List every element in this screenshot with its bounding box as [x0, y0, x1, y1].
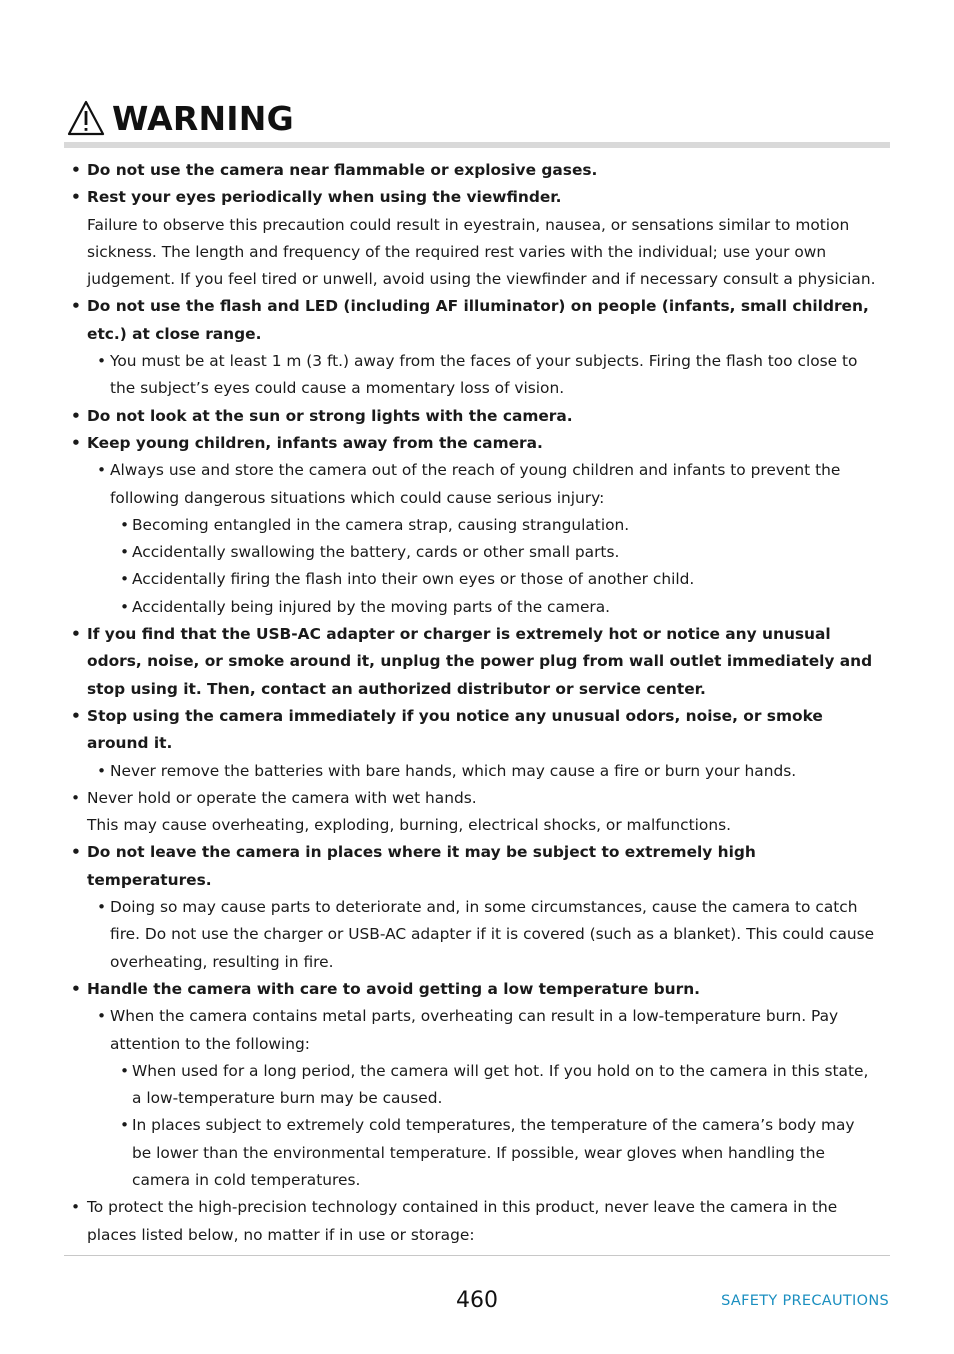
list-item-text: Accidentally being injured by the moving parts of the camera.	[132, 597, 611, 616]
section-link[interactable]: SAFETY PRECAUTIONS	[721, 1293, 889, 1309]
page-number: 460	[456, 1288, 498, 1313]
list-item-note	[0, 812, 877, 839]
list-item-text: When used for a long period, the camera will get hot. If you hold on to the camera in this state, a low-temperature burn may be caused.	[132, 1061, 869, 1108]
bullet-icon: •	[71, 297, 81, 316]
list-item-level-2	[0, 457, 878, 512]
page-header	[66, 96, 294, 140]
list-item-level-3	[0, 512, 877, 539]
footer-divider	[64, 1255, 890, 1256]
bullet-icon: •	[71, 843, 81, 862]
bullet-icon: •	[97, 352, 107, 371]
warning-triangle-icon	[66, 99, 106, 137]
list-item-level-3	[0, 1058, 877, 1113]
list-item-level-1	[0, 839, 877, 894]
list-item-text: To protect the high-precision technology contained in this product, never leave the camera in the places listed below, no matter if in use or storage:	[87, 1198, 838, 1244]
list-item-level-3	[0, 1112, 877, 1194]
bullet-icon: •	[71, 406, 81, 425]
list-item-text: Stop using the camera immediately if you notice any unusual odors, noise, or smoke around it.	[87, 706, 823, 753]
list-item-text: Do not look at the sun or strong lights with the camera.	[87, 406, 573, 425]
bullet-icon: •	[71, 433, 81, 452]
list-item-text: Do not use the flash and LED (including AF illuminator) on people (infants, small children, etc.) at close range.	[87, 297, 869, 343]
bullet-icon: •	[97, 461, 107, 480]
list-item-level-1	[0, 703, 877, 758]
list-item-text: When the camera contains metal parts, overheating can result in a low-temperature burn. Pay attention to the following:	[110, 1007, 839, 1053]
list-item-text: Accidentally swallowing the battery, cards or other small parts.	[132, 543, 620, 562]
bullet-icon: •	[120, 1116, 130, 1135]
bullet-icon: •	[71, 788, 81, 807]
list-item-text: Becoming entangled in the camera strap, causing strangulation.	[132, 515, 630, 534]
list-item-level-1	[0, 430, 877, 457]
list-item-text: You must be at least 1 m (3 ft.) away from the faces of your subjects. Firing the flash too close to the subject’s eyes could cause a momentary loss of vision.	[110, 352, 858, 398]
bullet-icon: •	[120, 570, 130, 589]
bullet-icon: •	[120, 543, 130, 562]
bullet-icon: •	[97, 761, 107, 780]
list-item-text: Do not use the camera near flammable or explosive gases.	[87, 161, 598, 179]
bullet-icon: •	[71, 188, 81, 207]
list-item-note	[0, 212, 877, 294]
list-item-level-1	[0, 1194, 877, 1249]
list-item-level-3	[0, 566, 877, 593]
list-item-text: Rest your eyes periodically when using the viewfinder.	[87, 188, 562, 207]
list-item-text: Never remove the batteries with bare hands, which may cause a fire or burn your hands.	[110, 761, 797, 780]
list-item-text: In places subject to extremely cold temperatures, the temperature of the camera’s body may be lower than the environmental temperature. If possible, wear gloves when handling the camera in cold temperatures.	[132, 1116, 855, 1189]
list-item-level-2	[0, 758, 878, 785]
title-underline	[64, 142, 890, 148]
bullet-icon: •	[71, 161, 81, 179]
bullet-icon: •	[71, 979, 81, 998]
list-item-level-1	[0, 621, 877, 703]
list-item-text: Handle the camera with care to avoid getting a low temperature burn.	[87, 979, 701, 998]
list-item-level-1	[0, 157, 877, 184]
bullet-icon: •	[71, 625, 81, 644]
bullet-icon: •	[120, 1061, 130, 1080]
list-item-level-2	[0, 348, 878, 403]
list-item-text: This may cause overheating, exploding, burning, electrical shocks, or malfunctions.	[87, 816, 732, 835]
list-item-level-1	[0, 785, 877, 812]
list-item-text: Doing so may cause parts to deteriorate and, in some circumstances, cause the camera to catch fire. Do not use the charger or USB-AC adapter if it is covered (such as a blanket). This could cause overheating, resulting in fire.	[110, 898, 875, 971]
bullet-icon: •	[120, 597, 130, 616]
list-item-text: Do not leave the camera in places where it may be subject to extremely high temperatures.	[87, 843, 756, 889]
bullet-icon: •	[71, 706, 81, 725]
list-item-text: Accidentally firing the flash into their own eyes or those of another child.	[132, 570, 695, 589]
list-item-level-1	[0, 293, 877, 348]
list-item-level-2	[0, 894, 878, 976]
bullet-icon: •	[97, 898, 107, 917]
list-item-text: Never hold or operate the camera with wet hands.	[87, 788, 477, 807]
bullet-icon: •	[97, 1007, 107, 1026]
list-item-level-1	[0, 184, 877, 211]
list-item-text: If you find that the USB-AC adapter or charger is extremely hot or notice any unusual odors, noise, or smoke around it, unplug the power plug from wall outlet immediately and stop using it. Then, contact an authorized distributor or service center.	[87, 625, 873, 698]
bullet-icon: •	[71, 1198, 81, 1217]
list-item-text: Failure to observe this precaution could result in eyestrain, nausea, or sensations similar to motion sickness. The length and frequency of the required rest varies with the individual; use your own judgement. If you feel tired or unwell, avoid using the viewfinder and if necessary consult a physician.	[87, 215, 876, 289]
page-title: WARNING	[112, 98, 294, 138]
list-item-level-1	[0, 976, 877, 1003]
warning-list	[0, 157, 954, 1249]
list-item-text: Keep young children, infants away from the camera.	[87, 433, 543, 452]
list-item-text: Always use and store the camera out of the reach of young children and infants to prevent the following dangerous situations which could cause serious injury:	[110, 461, 841, 507]
list-item-level-2	[0, 1003, 878, 1058]
list-item-level-3	[0, 539, 877, 566]
list-item-level-3	[0, 594, 877, 621]
bullet-icon: •	[120, 515, 130, 534]
list-item-level-1	[0, 403, 877, 430]
